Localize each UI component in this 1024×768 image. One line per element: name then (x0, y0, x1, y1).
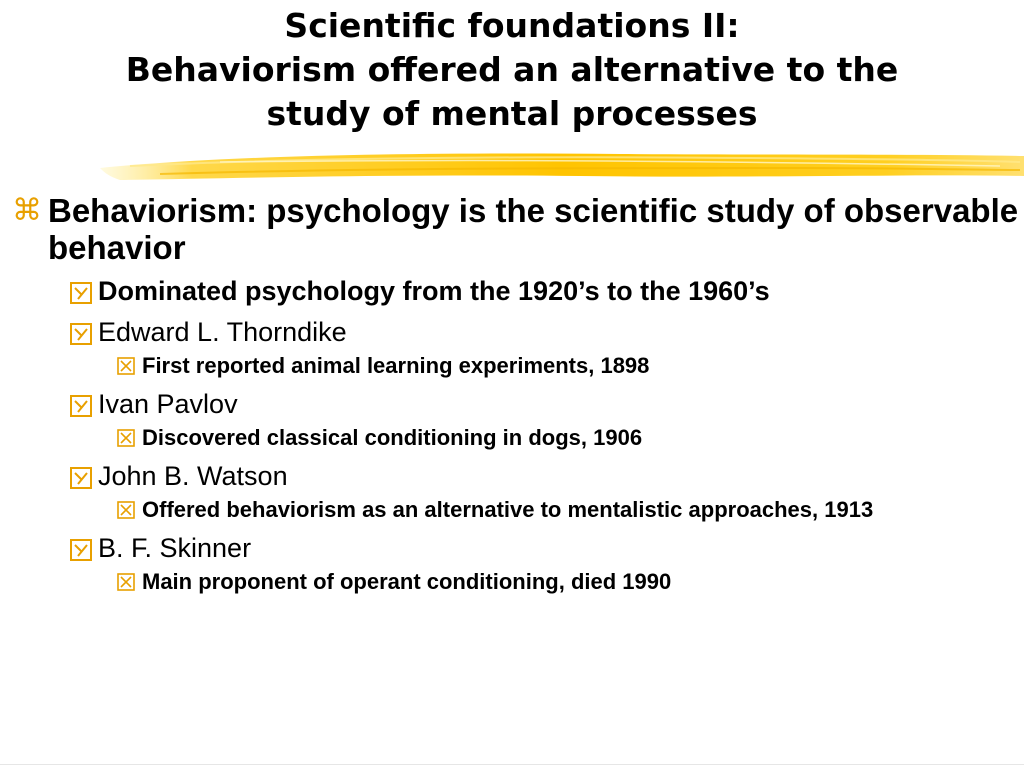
sub-bullet-text: Main proponent of operant conditioning, died 1990 (142, 569, 672, 594)
title-line-2: Behaviorism offered an alternative to the (125, 50, 899, 89)
yellow-brush-stroke (100, 146, 1024, 186)
main-bullet (0, 192, 1024, 266)
sub-bullet-text: First reported animal learning experiments, 1898 (142, 353, 650, 378)
check-box-bullet-icon (70, 282, 92, 304)
bullet-text: Dominated psychology from the 1920’s to the 1960’s (98, 276, 770, 306)
x-box-bullet-icon (117, 429, 135, 447)
title-line-3: study of mental processes (266, 94, 758, 133)
bottom-divider (0, 764, 1024, 765)
bullet-thorndike (0, 317, 1024, 348)
sub-bullet-text: Offered behaviorism as an alternative to mentalistic approaches, 1913 (142, 497, 874, 522)
bullet-watson (0, 461, 1024, 492)
title-line-1: Scientific foundations II: (284, 6, 740, 45)
slide-title (0, 4, 1024, 136)
slide-body (0, 192, 1024, 601)
sub-bullet-watson (0, 496, 1024, 523)
check-box-bullet-icon (70, 323, 92, 345)
sub-bullet-pavlov (0, 424, 1024, 451)
main-bullet-text: Behaviorism: psychology is the scientific study of observable behavior (48, 192, 1019, 266)
check-box-bullet-icon (70, 395, 92, 417)
bullet-text: Edward L. Thorndike (98, 317, 347, 347)
x-box-bullet-icon (117, 357, 135, 375)
bullet-text: Ivan Pavlov (98, 389, 238, 419)
bullet-text: John B. Watson (98, 461, 288, 491)
bullet-dominated (0, 276, 1024, 307)
x-box-bullet-icon (117, 573, 135, 591)
x-box-bullet-icon (117, 501, 135, 519)
check-box-bullet-icon (70, 467, 92, 489)
check-box-bullet-icon (70, 539, 92, 561)
bullet-pavlov (0, 389, 1024, 420)
sub-bullet-thorndike (0, 352, 1024, 379)
bullet-text: B. F. Skinner (98, 533, 252, 563)
bullet-skinner (0, 533, 1024, 564)
sub-bullet-skinner (0, 568, 1024, 595)
command-key-bullet-icon: ⌘ (12, 194, 42, 227)
sub-bullet-text: Discovered classical conditioning in dogs, 1906 (142, 425, 643, 450)
